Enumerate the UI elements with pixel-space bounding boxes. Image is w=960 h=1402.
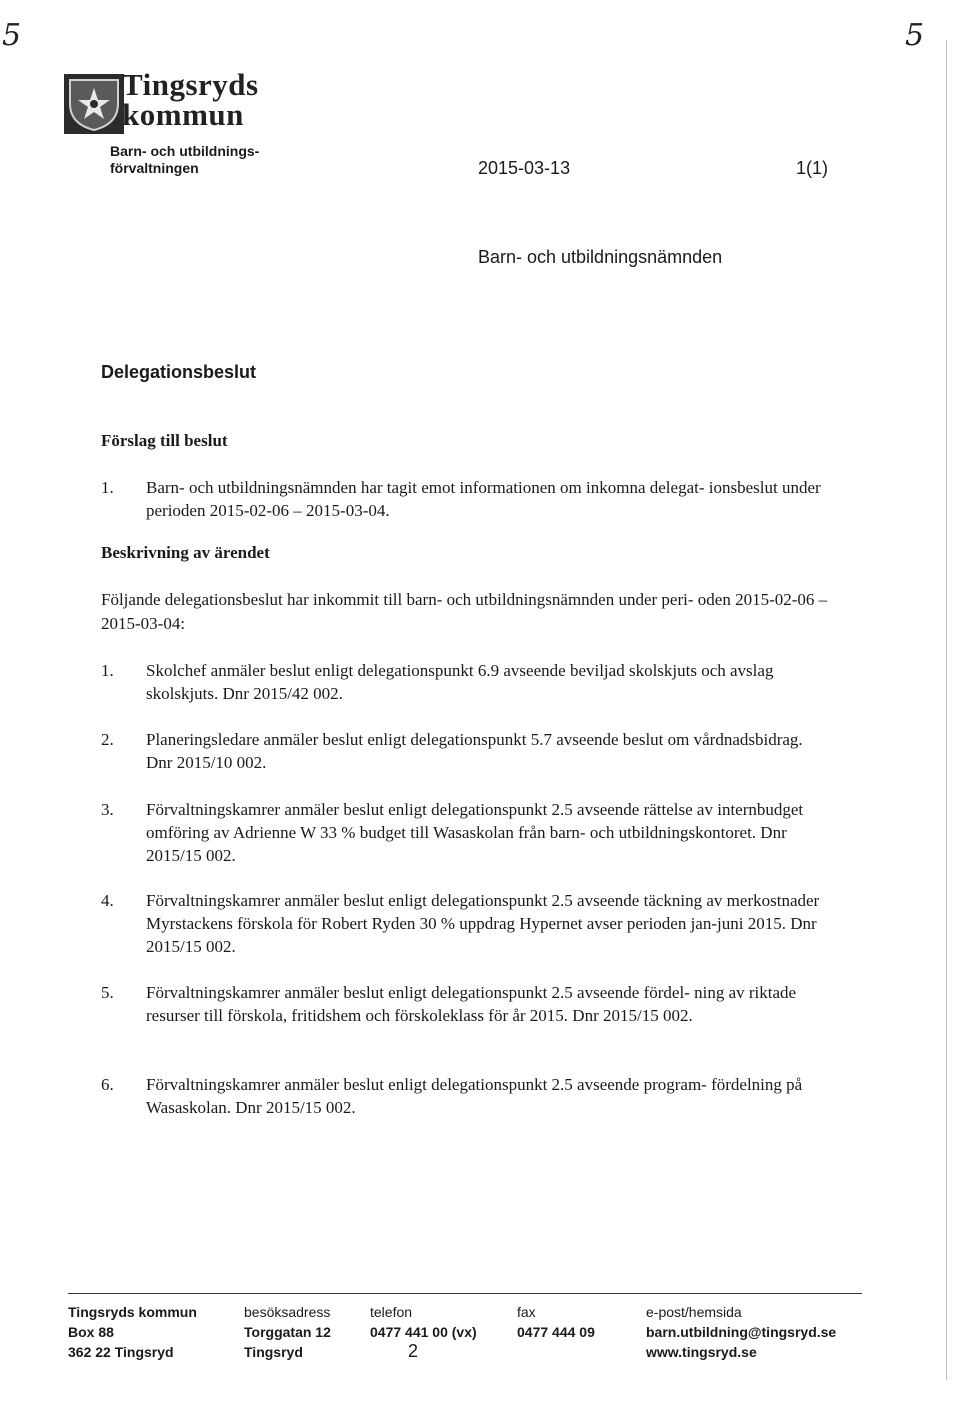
list-item: 5. Förvaltningskamrer anmäler beslut enligt delegationspunkt 2.5 avseende fördel- ning av riktade resurser till förskola, fritidshem och förskoleklass för år 2015. Dnr 2015/15 002.	[101, 983, 797, 1025]
document-date: 2015-03-13	[478, 158, 571, 178]
list-item: 6. Förvaltningskamrer anmäler beslut enligt delegationspunkt 2.5 avseende program- fördelning på Wasaskolan. Dnr 2015/15 002.	[101, 1075, 803, 1117]
list-item: 3. Förvaltningskamrer anmäler beslut enligt delegationspunkt 2.5 avseende rättelse av internbudget omföring av Adrienne W 33 % budget till Wasaskolan från barn- och utbildningskontoret. Dnr 2015/15 002.	[101, 800, 804, 865]
footer-visiting-address: besöksadress Torggatan 12 Tingsryd	[244, 1304, 331, 1360]
handwritten-page-mark-right: 5	[905, 18, 925, 53]
footer-divider	[68, 1293, 862, 1294]
municipal-seal-icon	[64, 74, 124, 134]
footer-organization: Tingsryds kommun Box 88 362 22 Tingsryd	[68, 1304, 197, 1360]
footer-page-number: 2	[408, 1341, 419, 1361]
footer-phone: telefon 0477 441 00 (vx)	[370, 1304, 477, 1340]
addressee: Barn- och utbildningsnämnden	[478, 247, 723, 267]
footer-fax: fax 0477 444 09	[517, 1304, 595, 1340]
list-item: 2. Planeringsledare anmäler beslut enligt delegationspunkt 5.7 avseende beslut om vårdnadsbidrag. Dnr 2015/10 002.	[101, 730, 803, 772]
footer-web: e-post/hemsida barn.utbildning@tingsryd.se www.tingsryd.se	[646, 1304, 837, 1360]
page-count: 1(1)	[796, 158, 829, 178]
intro-paragraph: Följande delegationsbeslut har inkommit till barn- och utbildningsnämnden under peri- oden 2015-02-06 – 2015-03-04:	[101, 590, 828, 633]
department-name: Barn- och utbildnings- förvaltningen	[110, 143, 260, 176]
proposal-heading: Förslag till beslut	[101, 431, 228, 450]
document-title: Delegationsbeslut	[101, 362, 257, 382]
list-item: 4. Förvaltningskamrer anmäler beslut enligt delegationspunkt 2.5 avseende täckning av merkostnader Myrstackens förskola för Robert Ryden 30 % uppdrag Hypernet avser perioden jan-juni 2015. Dnr 2015/15 002.	[101, 891, 820, 956]
description-heading: Beskrivning av ärendet	[101, 543, 270, 562]
municipality-logo	[64, 67, 264, 136]
scan-edge-line	[946, 40, 947, 1380]
logo-wordmark: Tingsryds kommun	[122, 67, 259, 132]
handwritten-page-mark-left: 5	[2, 18, 22, 53]
list-item: 1. Skolchef anmäler beslut enligt delegationspunkt 6.9 avseende beviljad skolskjuts och avslag skolskjuts. Dnr 2015/42 002.	[101, 661, 774, 703]
proposal-item: 1. Barn- och utbildningsnämnden har tagit emot informationen om inkomna delegat- ionsbeslut under perioden 2015-02-06 – 2015-03-04.	[101, 478, 821, 520]
